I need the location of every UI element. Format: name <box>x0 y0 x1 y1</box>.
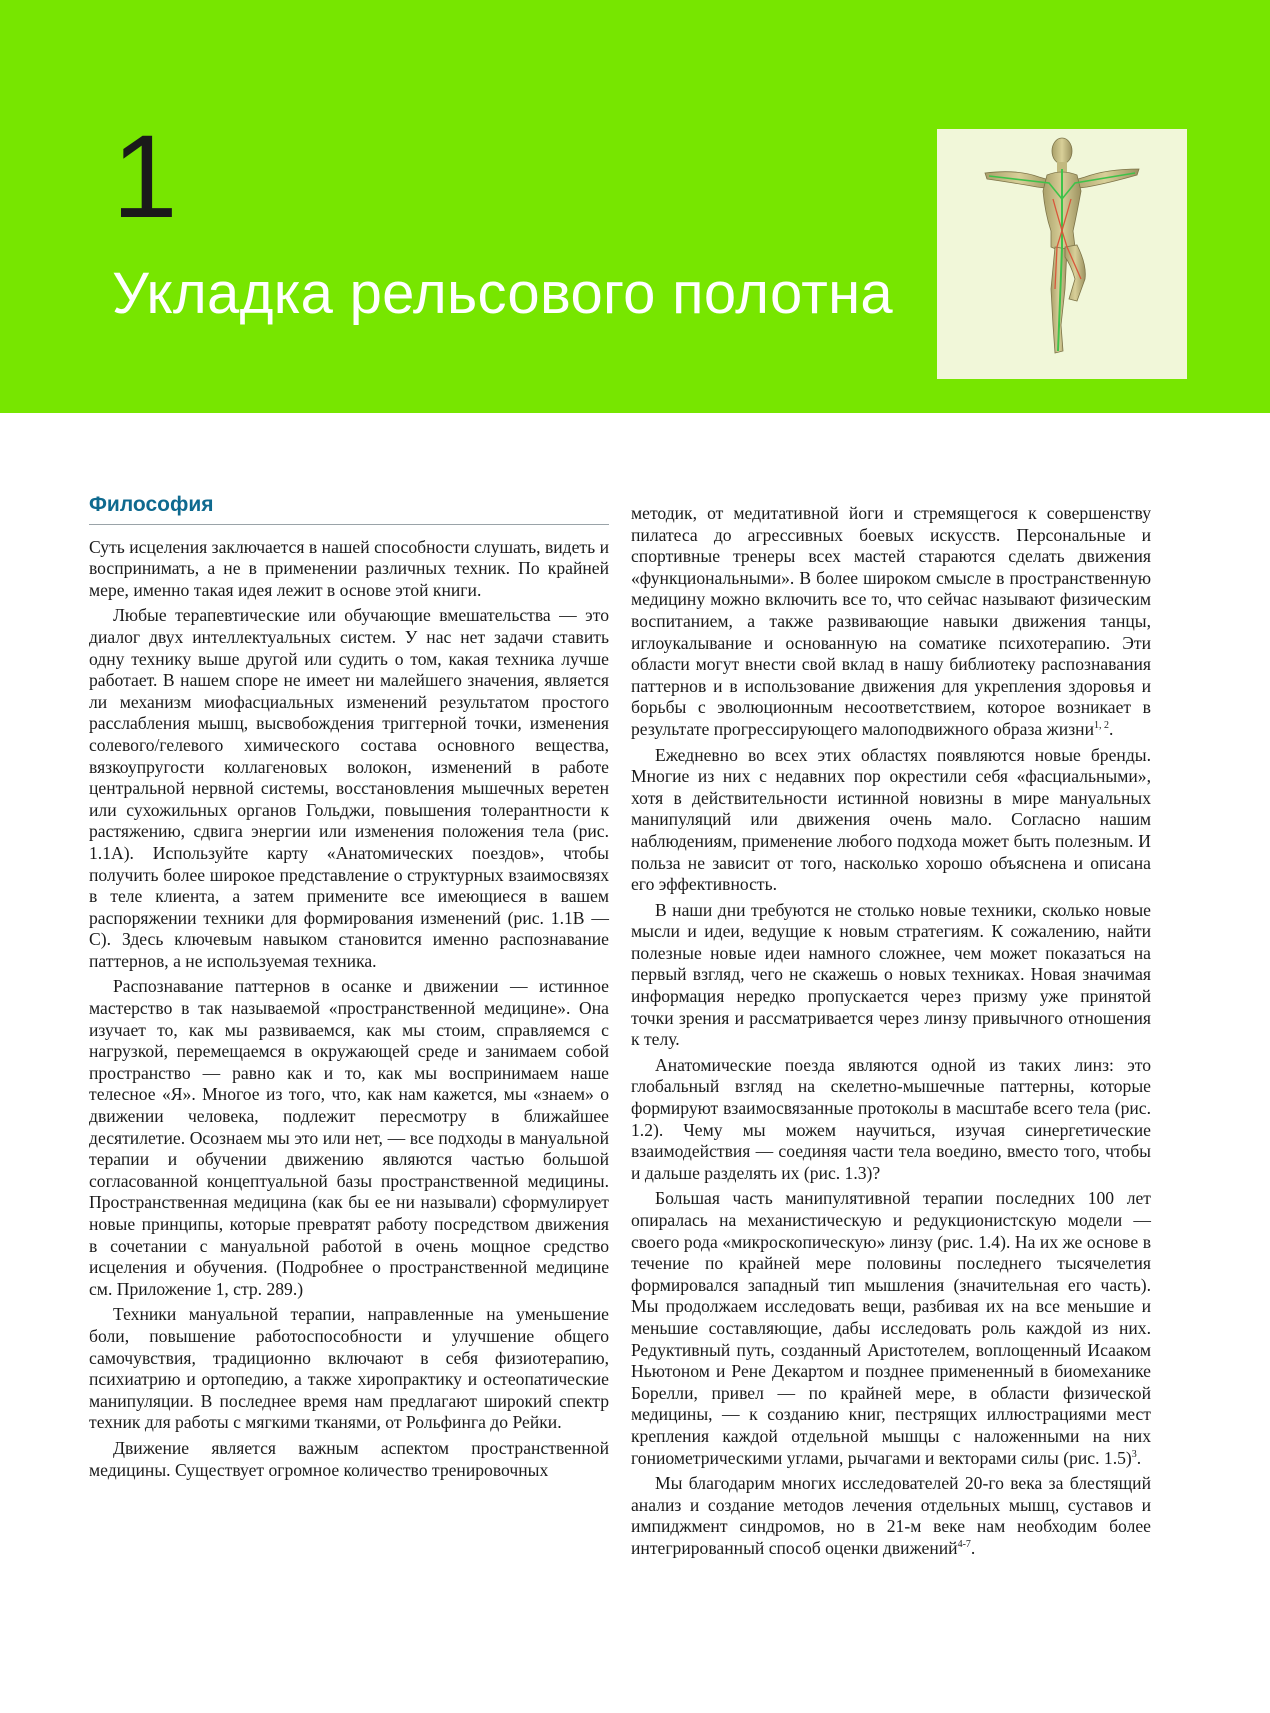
paragraph-end: . <box>970 1537 976 1558</box>
paragraph: Суть исцеления заключается в нашей способности слушать, видеть и воспринимать, а не в применении различных техник. По крайней мере, именно такая идея лежит в основе этой книги. <box>89 536 609 600</box>
paragraph-text: Мы благодарим многих исследователей 20-го века за блестящий анализ и создание методов лечения отдельных мышц, суставов и импиджмент синдромов, но в 21-м веке нам необходим более интегрированный способ оценки движений <box>631 1473 1151 1558</box>
chapter-figure <box>937 129 1187 379</box>
paragraph <box>631 503 1151 741</box>
paragraph-end: . <box>1136 1447 1142 1468</box>
left-column <box>89 494 609 1485</box>
paragraph: Любые терапевтические или обучающие вмешательства — это диалог двух интеллектуальных систем. У нас нет задачи ставить одну технику выше другой или судить о том, какая техника лучше работает. В нашем споре не имеет ни малейшего значения, является ли механизм миофасциальных изменений результатом простого расслабления мышц, высвобождения триггерной точки, изменения солевого/гелевого химического состава основного вещества, вязкоупругости коллагеновых волокон, изменений в работе центральной нервной системы, восстановления мышечных веретен или сухожильных органов Гольджи, повышения толерантности к растяжению, сдвига энергии или изменения положения тела (рис. 1.1A). Используйте карту «Анатомических поездов», чтобы получить более широкое представление о структурных взаимосвязях в теле клиента, а затем примените все имеющиеся в вашем распоряжении техники для формирования изменений (рис. 1.1B — C). Здесь ключевым навыком становится именно распознавание паттернов, а не используемая техника. <box>89 605 609 971</box>
chapter-number: 1 <box>112 111 178 243</box>
paragraph: Ежедневно во всех этих областях появляются новые бренды. Многие из них с недавних пор окрестили себя «фасциальными», хотя в действительности истинной новизны в мире мануальных манипуляций или движения очень мало. Согласно нашим наблюдениям, применение любого подхода может быть полезным. И польза не зависит от того, насколько хорошо объяснена и описана его эффективность. <box>631 744 1151 895</box>
chapter-banner <box>0 0 1270 413</box>
footnote-ref: 3 <box>1131 1448 1137 1460</box>
paragraph-end: . <box>1109 718 1114 739</box>
paragraph: Распознавание паттернов в осанке и движении — истинное мастерство в так называемой «пространственной медицине». Она изучает то, как мы развиваемся, как мы стоим, справляемся с нагрузкой, перемещаемся в окружающей среде и занимаем собой пространство — равно как и то, как мы воспринимаем наше телесное «Я». Многое из того, что, как нам кажется, мы «знаем» о движении человека, подлежит пересмотру в ближайшее десятилетие. Осознаем мы это или нет, — все подходы в мануальной терапии и обучении движению являются частью большой согласованной концептуальной базы пространственной медицины. Пространственная медицина (как бы ее ни называли) сформулирует новые принципы, которые превратят работу посредством движения в сочетании с мануальной работой в очень мощное средство исцеления и обучения. (Подробнее о пространственной медицине см. Приложение 1, стр. 289.) <box>89 976 609 1299</box>
paragraph: Движение является важным аспектом пространственной медицины. Существует огромное количество тренировочных <box>89 1437 609 1480</box>
right-column <box>631 503 1151 1564</box>
footnote-ref: 1, 2 <box>1094 720 1109 732</box>
human-figure-icon <box>937 129 1187 379</box>
paragraph: В наши дни требуются не столько новые техники, сколько новые мысли и идеи, ведущие к новым стратегиям. К сожалению, найти полезные новые идеи намного сложнее, чем может показаться на первый взгляд, чего не скажешь о новых техниках. Новая значимая информация нередко пропускается через призму уже принятой точки зрения и рассматривается через линзу привычного отношения к телу. <box>631 899 1151 1050</box>
paragraph: Анатомические поезда являются одной из таких линз: это глобальный взгляд на скелетно-мышечные паттерны, которые формируют взаимосвязанные протоколы в масштабе всего тела (рис. 1.2). Чему мы можем научиться, изучая синергетические взаимодействия — соединяя части тела воедино, вместо того, чтобы и дальше разделять их (рис. 1.3)? <box>631 1054 1151 1183</box>
paragraph-text: методик, от медитативной йоги и стремящегося к совершенству пилатеса до агрессивных боевых искусств. Персональные и спортивные тренеры всех мастей стараются сделать движения «функциональными». В более широком смысле в пространственную медицину можно включить все то, что сейчас называют физическим воспитанием, а также развивающие навыки движения танцы, иглоукалывание и основанную на соматике психотерапию. Эти области могут внести свой вклад в нашу библиотеку распознавания паттернов и в использование движения для укрепления здоровья и борьбы с эволюционным несоответствием, которое возникает в результате прогрессирующего малоподвижного образа жизни <box>631 503 1151 739</box>
paragraph <box>631 1188 1151 1469</box>
footnote-ref: 4-7 <box>957 1539 971 1551</box>
section-heading: Философия <box>89 494 609 525</box>
chapter-title: Укладка рельсового полотна <box>112 261 893 326</box>
paragraph: Техники мануальной терапии, направленные на уменьшение боли, повышение работоспособности и улучшение общего самочувствия, традиционно включают в себя физиотерапию, психиатрию и ортопедию, а также хиропрактику и остеопатические манипуляции. В последнее время нам предлагают широкий спектр техник для работы с мягкими тканями, от Рольфинга до Рейки. <box>89 1304 609 1433</box>
paragraph-text: Большая часть манипулятивной терапии последних 100 лет опиралась на механистическую и редукционистскую модели — своего рода «микроскопическую» линзу (рис. 1.4). На их же основе в течение по крайней мере половины последнего тысячелетия формировался западный тип мышления (значительная его часть). Мы продолжаем исследовать вещи, разбивая их на все меньшие и меньшие составляющие, дабы исследовать роль каждой из них. Редуктивный путь, созданный Аристотелем, воплощенный Исааком Ньютоном и Рене Декартом и позднее примененный в биомеханике Борелли, привел — по крайней мере, в области физической медицины, — к созданию книг, пестрящих иллюстрациями мест крепления каждой отдельной мышцы с наложенными на них гониометрическими углами, рычагами и векторами силы (рис. 1.5) <box>631 1188 1151 1468</box>
paragraph <box>631 1473 1151 1559</box>
